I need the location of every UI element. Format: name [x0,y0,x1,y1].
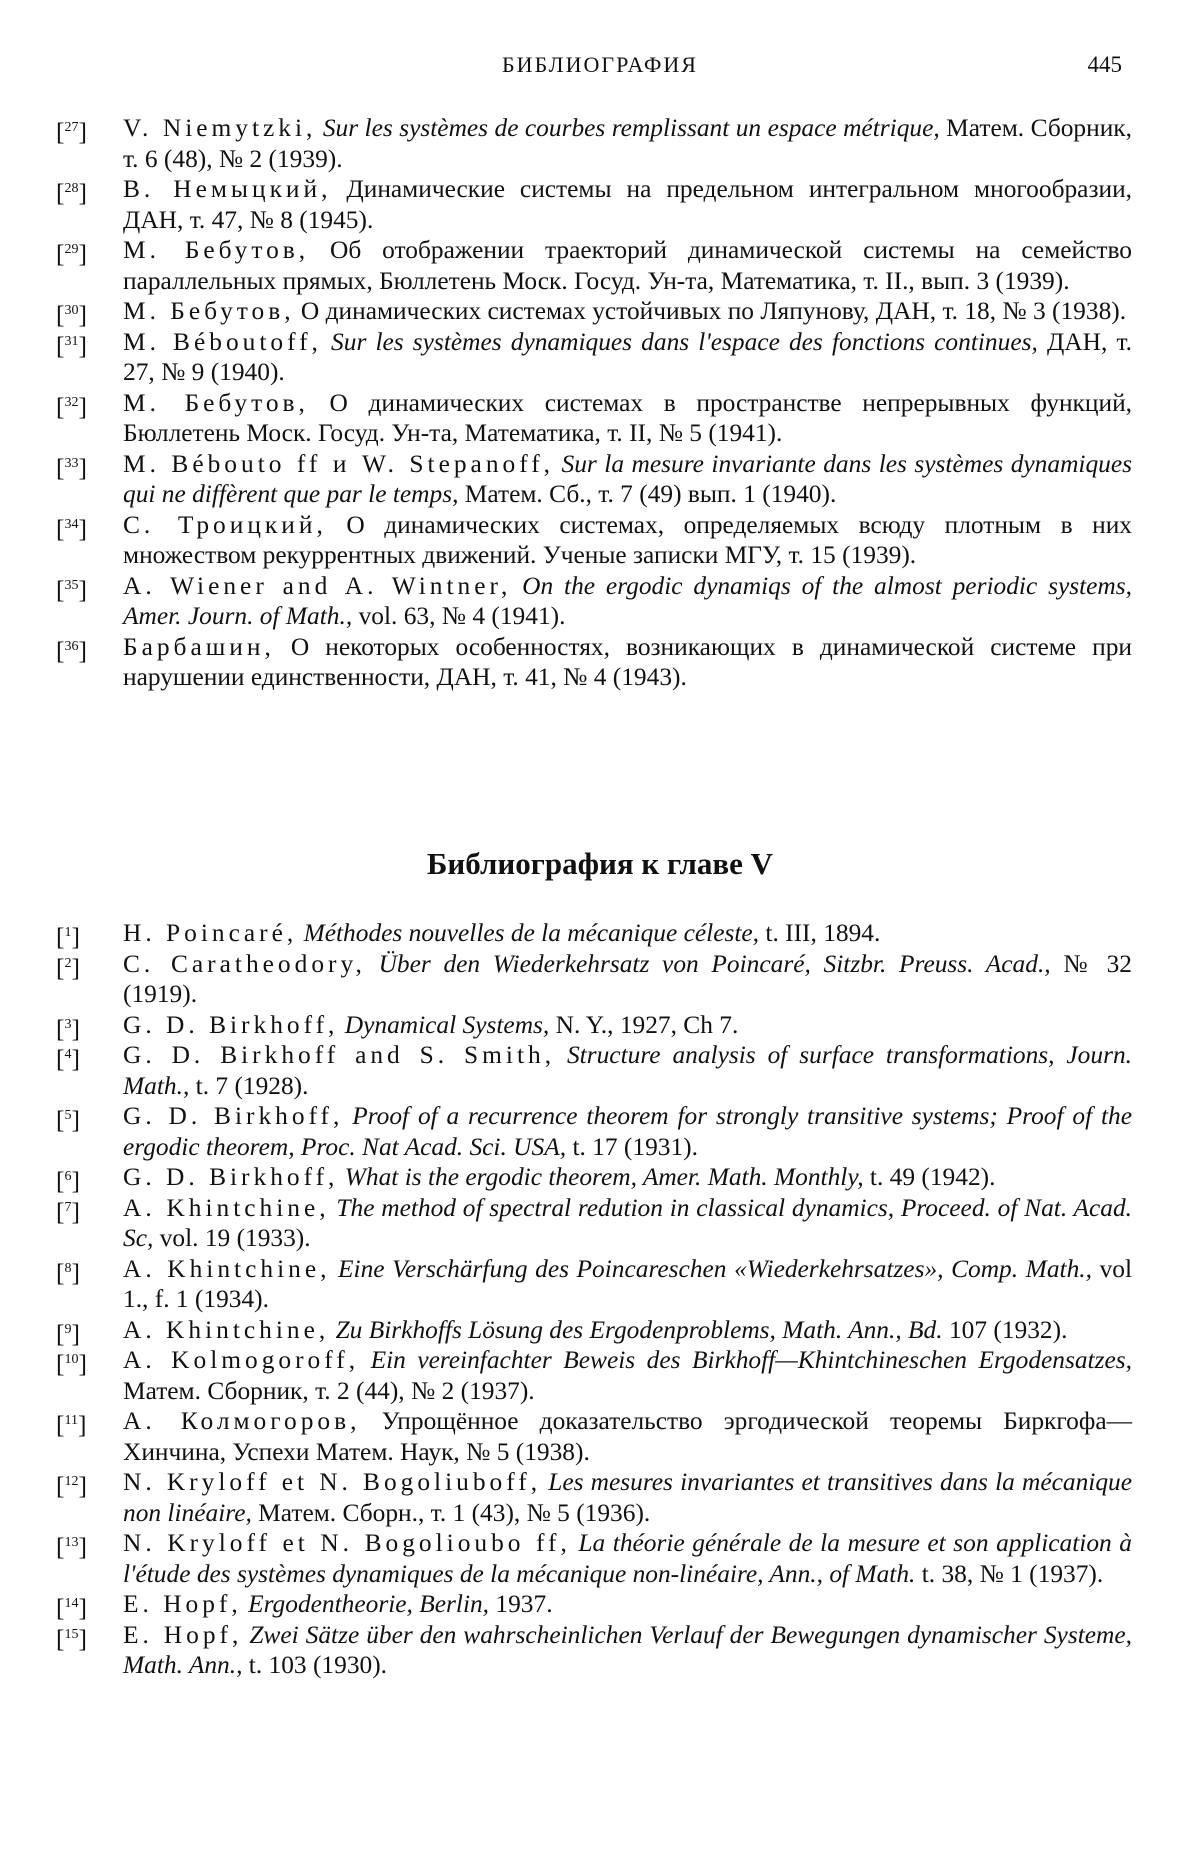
reference-entry [0,327,1200,388]
reference-title: Zu Birkhoffs Lösung des Ergodenproblems, Math. Ann., Bd. [335,1315,943,1344]
reference-publication: 107 (1932). [948,1315,1068,1344]
reference-author: E. Hopf, [123,1590,242,1618]
reference-publication: Матем. Сб., т. 7 (49) вып. 1 (1940). [464,480,837,508]
reference-author: М. Бебутов, [123,297,295,325]
reference-number: [$^{14}$] [56,1594,87,1622]
reference-entry [0,1101,1200,1162]
reference-author: N. Kryloff et N. Bogolioubo ff, [123,1529,571,1557]
reference-publication: t. 103 (1930). [248,1651,388,1679]
reference-publication: Динамические системы на предельном интегральном многообразии, ДАН, т. 47, № 8 (1945). [123,175,1133,234]
reference-author: E. Hopf, [123,1620,243,1649]
reference-publication: Матем. Сборник, т. 6 (48), № 2 (1939). [123,114,1132,173]
reference-title: La théorie générale de la mesure et son application à l'étude des systèmes dynamiques de la mécanique non-linéaire, Ann., of Math. [123,1529,1132,1588]
reference-entry [0,1315,1200,1346]
reference-entry [0,632,1200,693]
reference-author: A. Khintchine, [123,1193,330,1222]
reference-number: [$^6$] [56,1167,80,1195]
reference-publication: vol. 19 (1933). [159,1224,311,1252]
reference-publication: t. 7 (1928). [195,1071,309,1100]
reference-number: [$^{35}$] [56,575,87,604]
reference-entry [0,113,1200,174]
reference-title: Structure analysis of surface transformations, Journ. Math., [123,1041,1132,1100]
reference-title: Ein vereinfachter Beweis des Birkhoff—Khintchineschen Ergodensatzes, [370,1346,1132,1374]
reference-author: A. Khintchine, [123,1315,330,1344]
reference-entry [0,1254,1200,1315]
reference-publication: О некоторых особенностях, возникающих в динамической системе при нарушении единственности, ДАН, т. 41, № 4 (1943). [123,632,1132,691]
reference-entry [0,1589,1200,1620]
reference-number: [$^{36}$] [56,636,87,665]
reference-publication: Матем. Сборник, т. 2 (44), № 2 (1937). [123,1376,535,1405]
reference-author: C. Caratheodory, [123,949,366,978]
reference-number: [$^{32}$] [56,392,87,421]
reference-author: V. Niemytzki, [123,114,317,142]
reference-number: [$^{15}$] [56,1624,87,1653]
reference-author: N. Kryloff et N. Bogoliuboff, [123,1468,542,1496]
reference-number: [$^{10}$] [56,1350,87,1378]
reference-author: G. D. Birkhoff, [123,1163,339,1191]
reference-publication: Матем. Сборн., т. 1 (43), № 5 (1936). [258,1498,651,1527]
reference-entry [0,174,1200,235]
reference-number: [$^3$] [56,1014,80,1043]
reference-title: Dynamical Systems, [344,1010,550,1039]
reference-number: [$^{27}$] [56,118,87,146]
reference-author: A. Khintchine, [123,1254,331,1283]
reference-entry [0,571,1200,632]
reference-title: Sur les systèmes dynamiques dans l'espace des fonctions continues, [331,327,1038,356]
reference-number: [$^{13}$] [56,1533,87,1561]
reference-publication: № 32 (1919). [123,949,1133,1008]
reference-publication: Упрощённое доказательство эргодической теоремы Биркгофа—Хинчина, Успехи Матем. Наук, № 5 (1938). [123,1407,1132,1466]
reference-entry [0,918,1200,949]
reference-list-chapter-v [0,918,1200,1681]
reference-number: [$^{12}$] [56,1472,87,1500]
reference-author: Барбашин, [123,632,275,661]
reference-number: [$^{33}$] [56,453,87,482]
reference-author: М. Бебутов, [123,388,309,417]
reference-title: Über den Wiederkehrsatz von Poincaré, Sitzbr. Preuss. Acad., [378,949,1051,978]
reference-author: А. Колмогоров, [123,1407,361,1435]
running-title: БИБЛИОГРАФИЯ [502,52,698,77]
reference-title: Zwei Sätze über den wahrscheinlichen Verlauf der Bewegungen dynamischer Systeme, Math. Ann., [123,1620,1132,1679]
running-head [0,52,1200,82]
reference-entry [0,1193,1200,1254]
reference-entry [0,1040,1200,1101]
reference-title: What is the ergodic theorem, Amer. Math. Monthly, [344,1163,864,1191]
reference-publication: N. Y., 1927, Ch 7. [555,1010,739,1039]
reference-number: [$^1$] [56,923,80,951]
reference-title: Eine Verschärfung des Poincareschen «Wiederkehrsatzes», Comp. Math., [338,1254,1092,1283]
reference-publication: О динамических системах устойчивых по Ляпунову, ДАН, т. 18, № 3 (1938). [300,297,1127,325]
reference-entry [0,1467,1200,1528]
reference-title: Méthodes nouvelles de la mécanique céleste, [303,919,760,947]
reference-entry [0,449,1200,510]
reference-author: A. Kolmogoroff, [123,1346,360,1374]
reference-entry [0,388,1200,449]
reference-number: [$^{28}$] [56,179,87,207]
reference-publication: t. 17 (1931). [572,1132,698,1161]
reference-number: [$^9$] [56,1319,80,1348]
section-heading: Библиография к главе V [426,846,774,881]
page-number: 445 [1087,52,1122,77]
reference-publication: 1937. [495,1590,553,1618]
reference-entry [0,296,1200,327]
reference-publication: t. 38, № 1 (1937). [921,1559,1104,1588]
reference-author: С. Троицкий, [123,510,327,539]
reference-entry [0,510,1200,571]
reference-number: [$^4$] [56,1045,80,1073]
reference-number: [$^{11}$] [56,1411,87,1439]
reference-publication: О динамических системах в пространстве непрерывных функций, Бюллетень Моск. Госуд. Ун-та, Математика, т. II, № 5 (1941). [123,388,1132,447]
reference-author: A. Wiener and A. Wintner, [123,571,512,600]
reference-number: [$^5$] [56,1106,80,1134]
reference-entry [0,1010,1200,1041]
reference-list-chapter-iv [0,113,1200,693]
reference-author: G. D. Birkhoff, [123,1010,339,1039]
reference-number: [$^7$] [56,1197,80,1226]
reference-publication: t. 49 (1942). [869,1163,996,1191]
reference-title: Sur les systèmes de courbes remplissant un espace métrique, [322,114,940,142]
reference-number: [$^{31}$] [56,331,87,360]
reference-publication: Об отображении траекторий динамической системы на семейство параллельных прямых, Бюллетень Моск. Госуд. Ун-та, Математика, т. II., вып. 3 (1939). [123,236,1133,295]
reference-author: M. Bébouto ff и W. Stepanoff, [123,449,555,478]
reference-number: [$^8$] [56,1258,80,1287]
reference-number: [$^2$] [56,953,80,982]
reference-entry [0,1345,1200,1406]
reference-title: Proof of a recurrence theorem for strongly transitive systems; Proof of the ergodic theorem, Proc. Nat Acad. Sci. USA, [123,1102,1132,1161]
reference-publication: vol. 63, № 4 (1941). [358,602,566,630]
reference-entry [0,235,1200,296]
reference-publication: О динамических системах, определяемых всюду плотным в них множеством рекуррентных движений. Ученые записки МГУ, т. 15 (1939). [123,510,1132,569]
reference-entry [0,1162,1200,1193]
reference-author: M. Béboutoff, [123,327,322,356]
reference-author: G. D. Birkhoff, [123,1102,344,1130]
reference-entry [0,1406,1200,1467]
reference-number: [$^{29}$] [56,240,87,268]
reference-author: H. Poincaré, [123,919,298,947]
reference-title: The method of spectral redution in classical dynamics, Proceed. of Nat. Acad. Sc, [123,1193,1132,1252]
reference-title: Les mesures invariantes et transitives dans la mécanique non linéaire, [123,1468,1132,1527]
reference-publication: vol 1., f. 1 (1934). [123,1254,1133,1313]
reference-publication: ДАН, т. 27, № 9 (1940). [123,327,1132,386]
reference-author: В. Немыцкий, [123,175,332,203]
reference-title: Ergodentheorie, Berlin, [248,1590,490,1618]
reference-entry [0,1528,1200,1589]
reference-number: [$^{34}$] [56,514,87,543]
reference-title: On the ergodic dynamiqs of the almost periodic systems, Amer. Journ. of Math., [123,571,1132,630]
reference-author: G. D. Birkhoff and S. Smith, [123,1041,556,1069]
reference-number: [$^{30}$] [56,301,87,329]
reference-entry [0,949,1200,1010]
reference-publication: t. III, 1894. [765,919,881,947]
reference-entry [0,1620,1200,1681]
reference-title: Sur la mesure invariante dans les systèmes dynamiques qui ne diffèrent que par le temps, [123,449,1132,508]
reference-author: М. Бебутов, [123,236,310,264]
